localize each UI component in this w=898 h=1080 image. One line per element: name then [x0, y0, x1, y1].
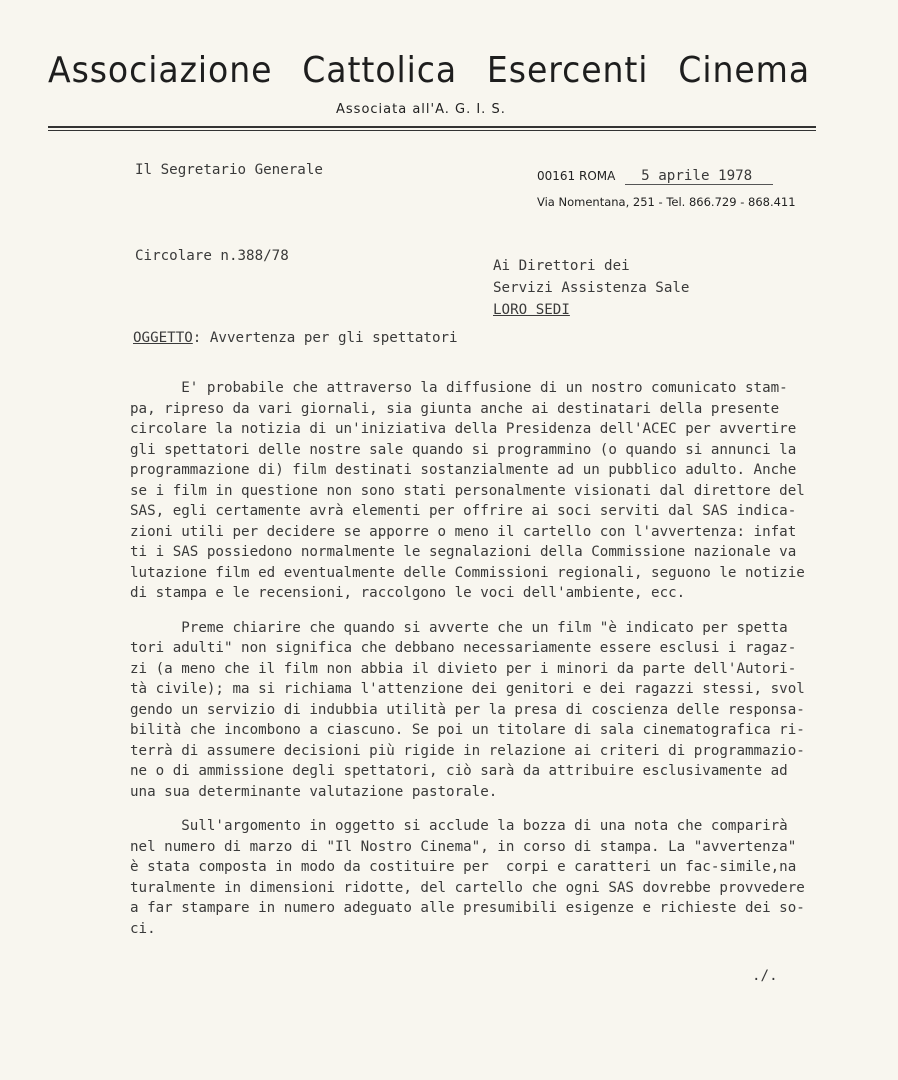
- body-line: ci.: [130, 920, 156, 937]
- body-line: a far stampare in numero adeguato alle presumibili esigenze e richieste dei so-: [130, 900, 805, 916]
- body-line: bilità che incombono a ciascuno. Se poi un titolare di sala cinematografica ri-: [130, 722, 805, 738]
- place-date-line: [537, 168, 773, 185]
- subject-label: OGGETTO: [133, 330, 193, 346]
- letter-date: 5 aprile 1978: [625, 168, 773, 185]
- body-line: ne o di ammissione degli spettatori, ciò sarà da attribuire esclusivamente ad: [130, 763, 788, 779]
- body-line: pa, ripreso da vari giornali, sia giunta anche ai destinatari della presente: [130, 400, 780, 417]
- body-line: programmazione di) film destinati sostanzialmente ad un pubblico adulto. Anche: [130, 462, 797, 478]
- organization-name: Associazione Cattolica Esercenti Cinema: [48, 50, 811, 91]
- subject-line: [133, 330, 458, 346]
- body-line: zi (a meno che il film non abbia il divieto per i minori da parte dell'Autori-: [130, 660, 797, 677]
- paragraph-3: [130, 816, 842, 939]
- body-line: tà civile); ma si richiama l'attenzione dei genitori e dei ragazzi stessi, svol: [130, 681, 805, 697]
- recipient-line: LORO SEDI: [493, 302, 570, 318]
- continues-mark: ./.: [752, 968, 778, 984]
- body-line: tori adulti" non significa che debbano necessariamente essere esclusi i ragaz-: [130, 640, 797, 656]
- body-line: E' probabile che attraverso la diffusione di un nostro comunicato stam-: [130, 380, 788, 396]
- body-line: turalmente in dimensioni ridotte, del cartello che ogni SAS dovrebbe provvedere: [130, 879, 805, 896]
- body-line: Sull'argomento in oggetto si acclude la bozza di una nota che comparirà: [130, 818, 788, 834]
- letter-body: [130, 378, 842, 953]
- body-line: zioni utili per decidere se apporre o meno il cartello con l'avvertenza: infat: [130, 523, 797, 540]
- recipient-line: Ai Direttori dei: [493, 258, 630, 274]
- body-line: nel numero di marzo di "Il Nostro Cinema", in corso di stampa. La "avvertenza": [130, 838, 797, 855]
- body-line: una sua determinante valutazione pastorale.: [130, 783, 498, 800]
- body-line: terrà di assumere decisioni più rigide in relazione ai criteri di programmazio-: [130, 742, 805, 759]
- subject-text: : Avvertenza per gli spettatori: [192, 330, 458, 346]
- circular-number: Circolare n.388/78: [135, 248, 289, 264]
- organization-affiliation: Associata all'A. G. I. S.: [336, 102, 506, 117]
- paragraph-1: [130, 378, 842, 604]
- body-line: ti i SAS possiedono normalmente le segnalazioni della Commissione nazionale va: [130, 544, 797, 560]
- body-line: di stampa e le recensioni, raccolgono le voci dell'ambiente, ecc.: [130, 585, 686, 601]
- body-line: gli spettatori delle nostre sale quando si programmino (o quando si annunci la: [130, 441, 797, 458]
- body-line: SAS, egli certamente avrà elementi per offrire ai soci serviti dal SAS indica-: [130, 503, 797, 519]
- body-line: è stata composta in modo da costituire per corpi e caratteri un fac-simile,na: [130, 859, 797, 875]
- sender-title: Il Segretario Generale: [135, 162, 323, 178]
- recipient-line: Servizi Assistenza Sale: [493, 280, 690, 296]
- place: 00161 ROMA: [537, 169, 616, 183]
- letterhead-rule: [48, 126, 816, 128]
- paragraph-2: [130, 618, 842, 803]
- body-line: lutazione film ed eventualmente delle Commissioni regionali, seguono le notizie: [130, 564, 805, 581]
- sender-address: Via Nomentana, 251 - Tel. 866.729 - 868.411: [537, 195, 796, 209]
- body-line: circolare la notizia di un'iniziativa della Presidenza dell'ACEC per avvertire: [130, 421, 797, 437]
- recipients-block: [493, 255, 689, 321]
- body-line: se i film in questione non sono stati personalmente visionati dal direttore del: [130, 482, 805, 499]
- body-line: gendo un servizio di indubbia utilità per la presa di coscienza delle responsa-: [130, 701, 805, 718]
- body-line: Preme chiarire che quando si avverte che un film "è indicato per spetta: [130, 619, 788, 636]
- letterhead-rule-thin: [48, 130, 816, 131]
